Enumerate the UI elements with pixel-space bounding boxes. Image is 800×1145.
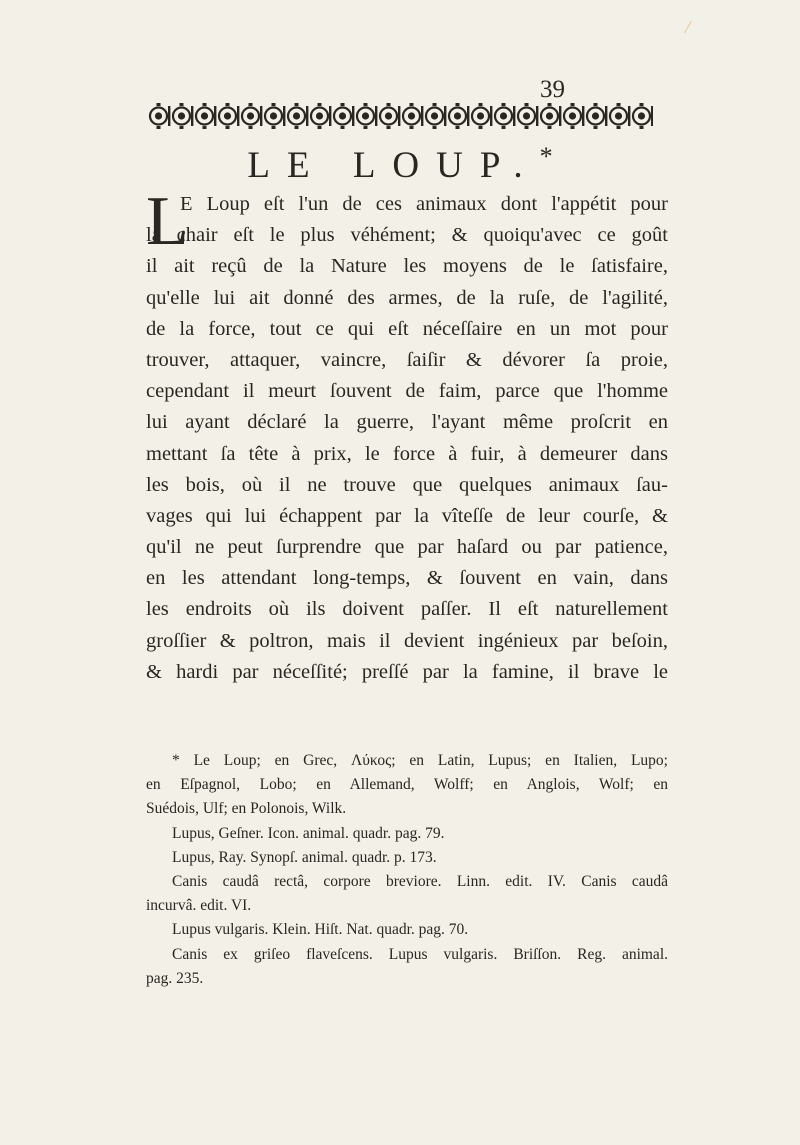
body-line: la chair eſt le plus véhément; & quoiqu'avec ce goût: [146, 224, 668, 247]
ornament-motif: [150, 103, 170, 129]
ornament-motif: [518, 103, 538, 129]
body-line: les bois, où il ne trouve que quelques animaux ſau-: [146, 473, 668, 496]
ornament-motif: [265, 103, 285, 129]
footnote-line: Canis caudâ rectâ, corpore breviore. Linn. edit. IV. Canis caudâ: [172, 872, 668, 890]
body-text: [146, 183, 668, 688]
ornament-motif: [564, 103, 584, 129]
paper-mark: [677, 17, 692, 34]
body-line: groſſier & poltron, mais il devient ingénieux par beſoin,: [146, 629, 668, 652]
ornament-motif: [334, 103, 354, 129]
ornament-motif: [495, 103, 515, 129]
body-line: cependant il meurt ſouvent de faim, parce que l'homme: [146, 380, 668, 403]
ornament-motif: [541, 103, 561, 129]
ornament-motif: [357, 103, 377, 129]
footnote-line: Lupus, Geſner. Icon. animal. quadr. pag. 79.: [172, 824, 445, 842]
drop-cap: L: [146, 183, 189, 260]
body-line: & hardi par néceſſité; preſſé par la famine, il brave le: [146, 660, 668, 683]
ornament-motif: [610, 103, 630, 129]
footnote: [146, 749, 668, 991]
footnote-line: Suédois, Ulf; en Polonois, Wilk.: [146, 800, 347, 818]
page-number: 39: [540, 76, 565, 103]
ornament-motif: [472, 103, 492, 129]
footnote-line: Canis ex griſeo flaveſcens. Lupus vulgaris. Briſſon. Reg. animal.: [172, 945, 668, 963]
footnote-line: Lupus vulgaris. Klein. Hiſt. Nat. quadr. pag. 70.: [172, 921, 469, 939]
ornament-motif: [311, 103, 331, 129]
body-line: il ait reçû de la Nature les moyens de le ſatisfaire,: [146, 255, 668, 278]
body-line: E Loup eſt l'un de ces animaux dont l'appétit pour: [180, 193, 668, 215]
ornament-motif: [633, 103, 653, 129]
ornament-motif: [380, 103, 400, 129]
ornament-motif: [403, 103, 423, 129]
ornament-motif: [242, 103, 262, 129]
title-text: LE LOUP.: [247, 145, 540, 186]
footnote-line: pag. 235.: [146, 969, 204, 987]
footnote-line: Lupus, Ray. Synopſ. animal. quadr. p. 173.: [172, 848, 437, 866]
body-line: vages qui lui échappent par la vîteſſe de leur courſe, &: [146, 504, 668, 527]
body-line: de la force, tout ce qui eſt néceſſaire en un mot pour: [146, 317, 668, 340]
page-title: [180, 142, 620, 187]
ornament-motif: [449, 103, 469, 129]
ornament-motif: [587, 103, 607, 129]
ornament-motif: [426, 103, 446, 129]
footnote-marker: *: [539, 142, 553, 171]
ornament-motif: [196, 103, 216, 129]
ornament-motif: [288, 103, 308, 129]
ornament-motif: [173, 103, 193, 129]
body-line: qu'il ne peut ſurprendre que par haſard ou par patience,: [146, 536, 668, 559]
ornament-band: [147, 103, 653, 129]
body-line: mettant ſa tête à prix, le force à fuir, à demeurer dans: [146, 442, 668, 465]
ornament-motif: [219, 103, 239, 129]
body-line: les endroits où ils doivent paſſer. Il eſt naturellement: [146, 598, 668, 621]
body-line: lui ayant déclaré la guerre, l'ayant même proſcrit en: [146, 411, 668, 434]
body-line: qu'elle lui ait donné des armes, de la ruſe, de l'agilité,: [146, 286, 668, 309]
body-line: trouver, attaquer, vaincre, ſaiſir & dévorer ſa proie,: [146, 348, 668, 371]
footnote-line: en Eſpagnol, Lobo; en Allemand, Wolff; en Anglois, Wolf; en: [146, 776, 668, 794]
footnote-line: incurvâ. edit. VI.: [146, 897, 252, 915]
footnote-line: * Le Loup; en Grec, Λύκος; en Latin, Lupus; en Italien, Lupo;: [172, 752, 668, 769]
body-line: en les attendant long-temps, & ſouvent en vain, dans: [146, 567, 668, 590]
